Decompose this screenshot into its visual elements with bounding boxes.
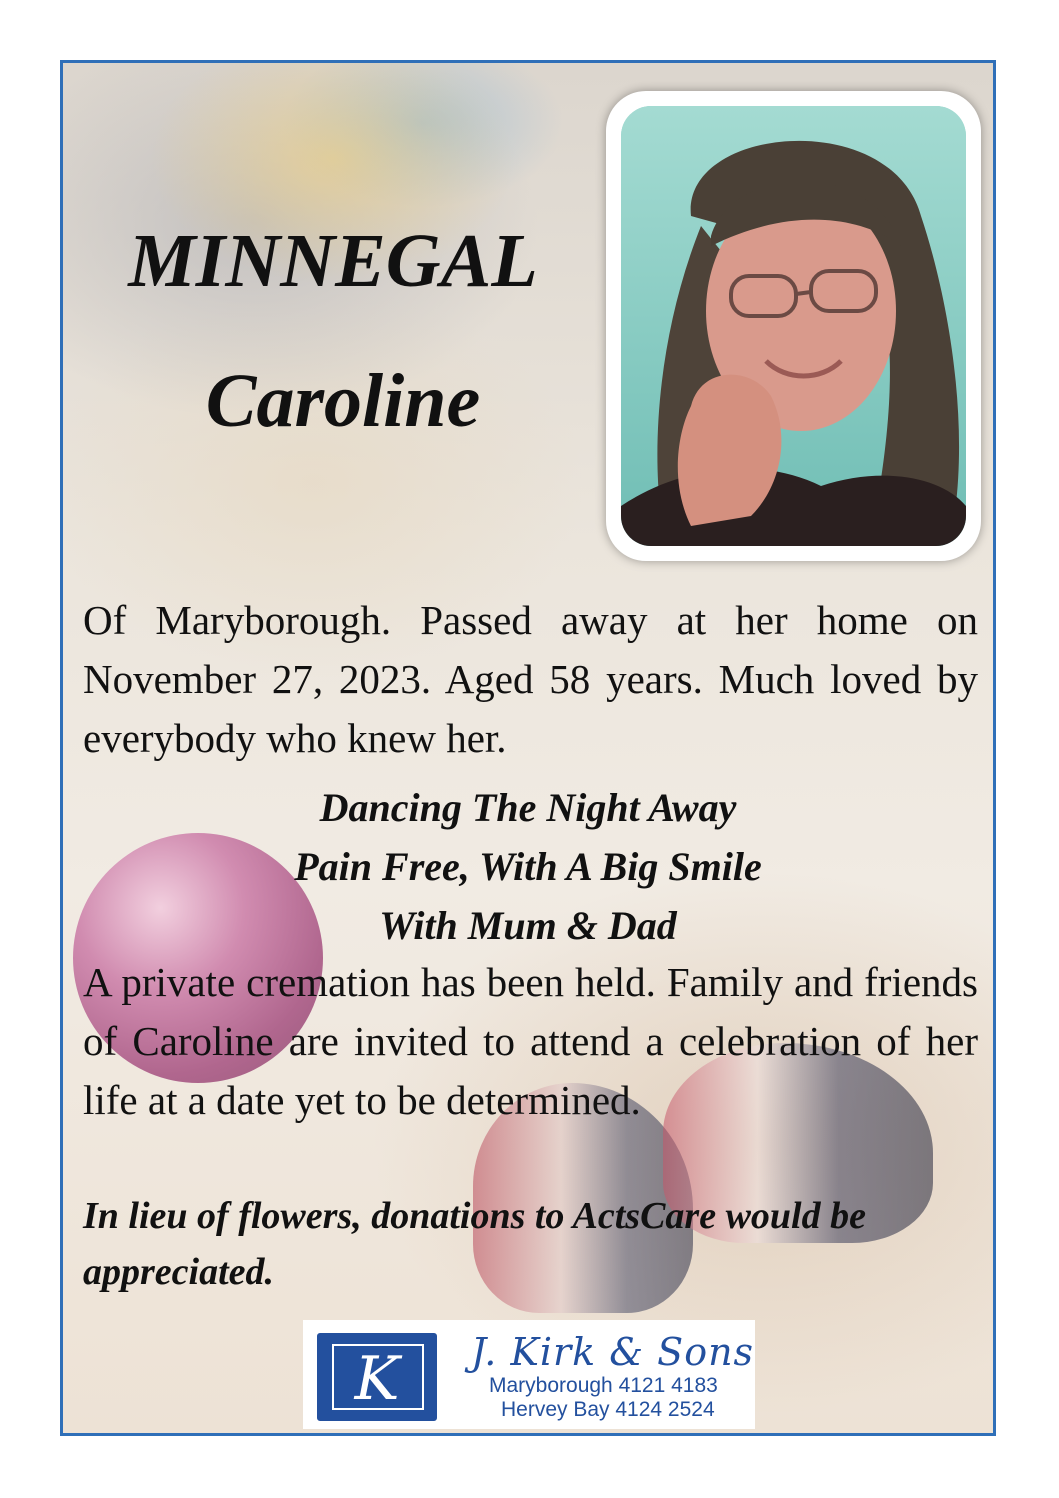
verse-line: Dancing The Night Away (319, 785, 737, 830)
donation-note: In lieu of flowers, donations to ActsCare would be appreciated. (83, 1195, 866, 1293)
verse-line: Pain Free, With A Big Smile (294, 844, 762, 889)
portrait-illustration (621, 106, 966, 546)
portrait-frame (606, 91, 981, 561)
funeral-director-name: J. Kirk & Sons (471, 1330, 755, 1374)
portrait-photo (621, 106, 966, 546)
svg-text:K: K (354, 1344, 400, 1414)
notice-frame (60, 60, 996, 1436)
hervey-bay-phone: Hervey Bay 4124 2524 (501, 1398, 715, 1421)
verse-line: With Mum & Dad (379, 903, 677, 948)
surname-heading: MINNEGAL (128, 219, 538, 303)
funeral-director-logo (303, 1320, 755, 1429)
death-notice-paragraph: Of Maryborough. Passed away at her home on November 27, 2023. Aged 58 years. Much loved by everybody who knew her. (83, 597, 978, 761)
service-paragraph: A private cremation has been held. Family and friends of Caroline are invited to attend a celebration of her life at a date yet to be determined. (83, 959, 978, 1123)
kirk-k-monogram-icon (317, 1333, 437, 1421)
maryborough-phone: Maryborough 4121 4183 (489, 1374, 718, 1397)
given-name-heading: Caroline (205, 359, 481, 443)
